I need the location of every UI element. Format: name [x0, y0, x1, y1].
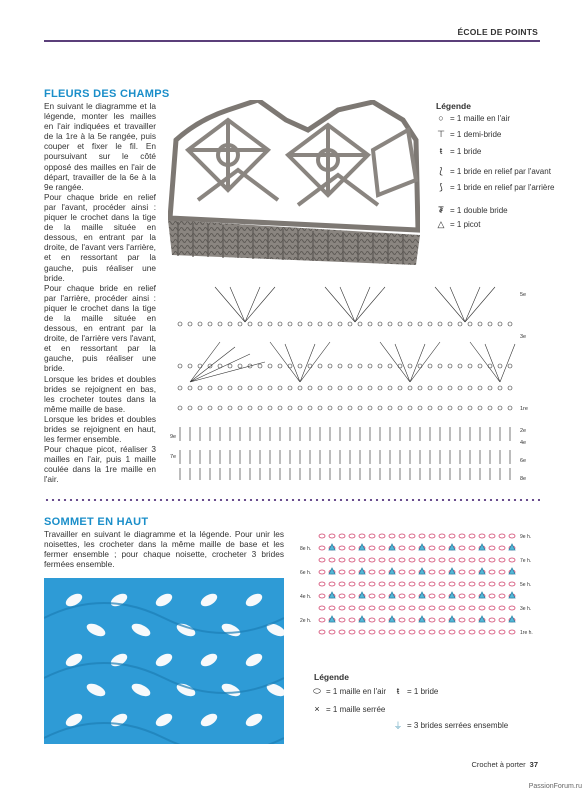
section1-paragraph: En suivant le diagramme et la légende, monter les mailles en l'air indiquées et travailler de la 1re à la 5e rangée, puis couper et fixer le fil. En poursuivant sur le côté opposé des mailles en l'air de départ, travailler de la 6e à la 9e rangée. — [44, 101, 156, 192]
section-tag: ÉCOLE DE POINTS — [457, 27, 538, 37]
legend1-label: = 1 picot — [450, 220, 481, 229]
chain-oval-icon: ⬭ — [313, 686, 321, 696]
section1-paragraph: Pour chaque picot, réaliser 3 mailles en l'air, puis 1 maille coulée dans la 1re maille en l'air. — [44, 444, 156, 485]
row-label-right: 9e h. — [520, 534, 532, 540]
watermark: PassionForum.ru — [528, 783, 582, 790]
row-label: 6e — [520, 458, 527, 464]
row-label: 3e — [520, 334, 527, 340]
row-label-right: 7e h. — [520, 558, 532, 564]
row-label-right: 3e h. — [520, 606, 532, 612]
double-crochet-icon: ŧ — [396, 686, 400, 696]
legend2-item — [392, 719, 508, 732]
legend2-title: Légende — [314, 672, 349, 682]
row-label-right: 5e h. — [520, 582, 532, 588]
row-label-left: 2e h. — [300, 618, 312, 624]
section1-paragraph: Lorsque les brides et doubles brides se rejoignent en haut, les fermer ensemble. — [44, 413, 156, 445]
row-label: 2e — [520, 428, 527, 434]
legend2-item — [311, 704, 385, 714]
row-label-left: 6e h. — [300, 570, 312, 576]
section2-body — [44, 529, 284, 569]
gray-lace-swatch-photo — [168, 100, 420, 268]
treble-crochet-icon: ₮ — [438, 205, 444, 215]
section1-paragraph: Pour chaque bride en relief par l'avant, procéder ainsi : piquer le crochet dans la tige de la maille située en dessous, en entrant par la droite, de l'avant vers l'arrière, et en ressortant par la gauche, puis réaliser une bride. — [44, 191, 156, 283]
row-label-right: 1re h. — [520, 630, 533, 636]
row-label: 4e — [520, 440, 527, 446]
header-rule — [44, 40, 540, 42]
row-label: 5e — [520, 292, 527, 298]
legend2-item — [392, 686, 438, 696]
row-label-left: 8e h. — [300, 546, 312, 552]
section1-paragraph: Lorsque les brides et doubles brides se rejoignent en bas, les crocheter toutes dans la même maille de base. — [44, 373, 156, 414]
legend2-label: = 1 bride — [407, 686, 439, 696]
legend1-item — [435, 182, 554, 193]
section1-paragraph: Pour chaque bride en relief par l'arrière, procéder ainsi : piquer le crochet dans la tige de la maille située en dessous, en entrant par la droite, de l'arrière vers l'avant, et en ressortant par la gauche, puis réaliser une bride. — [44, 282, 156, 374]
legend1-item — [435, 146, 481, 156]
blue-lace-swatch-photo — [44, 578, 284, 744]
section2-paragraph: Travailler en suivant le diagramme et la légende. Pour unir les noisettes, les crocheter dans la même maille de base et les fermer ensemble ; pour chaque noisette, crocheter 3 brides fermées ensemble. — [44, 529, 284, 570]
stitch-diagram-sommet — [300, 526, 540, 651]
row-label: 7e — [170, 454, 177, 460]
legend1-item — [435, 113, 510, 123]
single-crochet-x-icon: × — [314, 704, 320, 714]
legend1-item — [435, 205, 508, 215]
section1-title: FLEURS DES CHAMPS — [44, 88, 170, 100]
chain-circle-icon: ○ — [438, 113, 444, 123]
back-post-icon: ⟆ — [439, 182, 443, 192]
legend2-label: = 1 maille serrée — [326, 704, 386, 714]
legend1-label: = 1 maille en l'air — [450, 113, 510, 123]
legend1-item — [435, 219, 480, 230]
legend2-item — [311, 686, 386, 697]
legend2-label: = 1 maille en l'air — [326, 687, 386, 696]
legend1-label: = 1 demi-bride — [450, 130, 502, 139]
front-post-icon: ⟅ — [439, 166, 443, 176]
double-crochet-icon: ŧ — [439, 146, 443, 156]
section-separator — [44, 499, 540, 501]
legend1-item — [435, 129, 501, 140]
legend1-item — [435, 166, 551, 177]
legend1-label: = 1 bride — [450, 146, 482, 156]
row-label-left: 4e h. — [300, 594, 312, 600]
section2-title: SOMMET EN HAUT — [44, 516, 149, 528]
page-number: 37 — [529, 760, 538, 769]
half-double-crochet-icon: ⊤ — [437, 129, 445, 139]
row-label: 1re — [520, 406, 528, 412]
row-label: 8e — [520, 476, 527, 482]
page-footer — [471, 760, 538, 769]
legend1-label: = 1 bride en relief par l'avant — [450, 167, 551, 176]
legend2-label: = 3 brides serrées ensemble — [407, 721, 509, 730]
stitch-diagram-fleurs — [170, 282, 530, 492]
cluster-icon: ⏚ — [393, 721, 403, 731]
picot-icon: △ — [437, 219, 445, 229]
row-label: 9e — [170, 434, 177, 440]
magazine-name: Crochet à porter — [471, 760, 526, 769]
legend1-label: = 1 bride en relief par l'arrière — [450, 183, 555, 192]
legend1-title: Légende — [436, 101, 471, 111]
legend1-label: = 1 double bride — [450, 205, 508, 215]
section1-body — [44, 101, 156, 485]
